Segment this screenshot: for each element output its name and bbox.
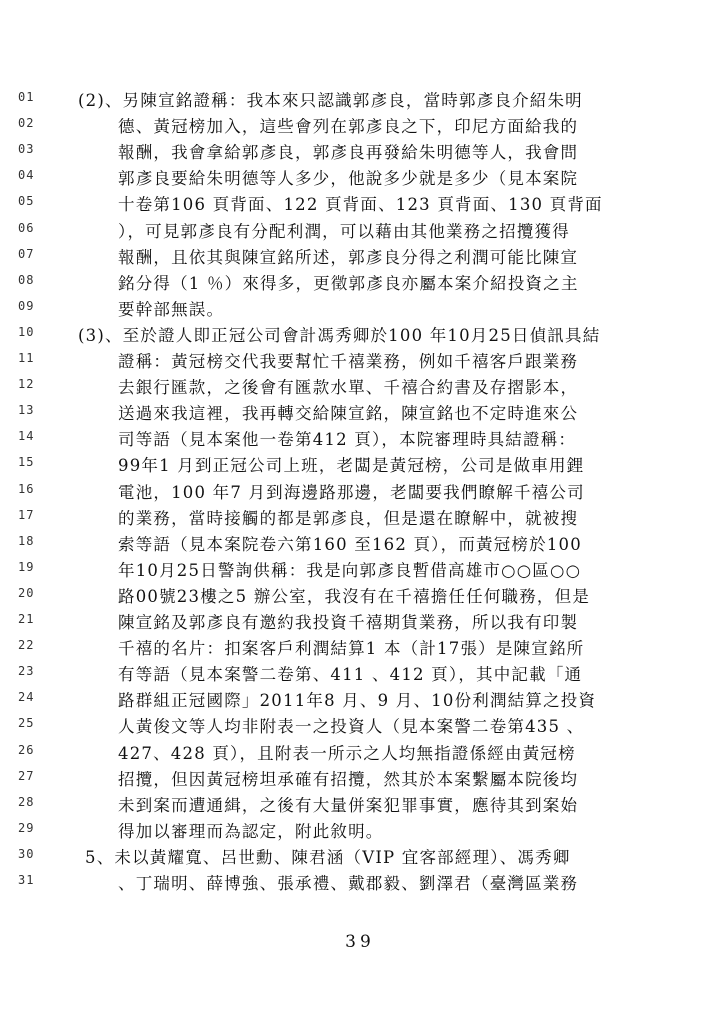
line-text: 銘分得（1 ％）來得多，更徵郭彥良亦屬本案介紹投資之主	[118, 273, 579, 293]
line-number: 07	[18, 246, 35, 261]
text-line	[0, 662, 720, 688]
line-text: 司等語（見本案他一卷第412 頁），本院審理時具結證稱：	[118, 430, 577, 450]
text-line	[0, 480, 720, 506]
line-number: 15	[18, 455, 35, 470]
line-text: (3)、至於證人即正冠公司會計馮秀卿於100 年10月25日偵訊具結	[78, 325, 601, 345]
line-number: 16	[18, 481, 35, 496]
line-text: 招攬，但因黃冠榜坦承確有招攬，然其於本案繫屬本院後均	[118, 769, 579, 789]
line-text: 路群組正冠國際」2011年8 月、9 月、10份利潤結算之投資	[118, 691, 597, 711]
line-number: 21	[18, 612, 35, 626]
line-number: 22	[18, 638, 35, 653]
text-line	[0, 636, 720, 662]
line-text: 要幹部無誤。	[118, 299, 225, 319]
text-line	[0, 401, 720, 427]
line-number: 14	[18, 429, 35, 444]
text-line	[0, 819, 720, 845]
line-text: 郭彥良要給朱明德等人多少，他說多少就是多少（見本案院	[118, 169, 579, 189]
text-line	[0, 584, 720, 610]
line-text: 5、未以黃耀寬、呂世勳、陳君涵（VIP 宜客部經理）、馮秀卿	[85, 847, 571, 867]
text-line	[0, 453, 720, 479]
text-line	[0, 271, 720, 297]
line-number: 13	[18, 403, 35, 418]
line-text: 陳宣銘及郭彥良有邀約我投資千禧期貨業務，所以我有印製	[118, 613, 579, 632]
line-number: 02	[18, 116, 35, 131]
line-number: 08	[18, 272, 35, 287]
line-number: 25	[18, 716, 35, 731]
line-text: ），可見郭彥良有分配利潤，可以藉由其他業務之招攬獲得	[118, 221, 570, 241]
page-number: 39	[345, 932, 375, 952]
line-number: 03	[18, 142, 35, 157]
text-line	[0, 427, 720, 453]
line-number: 23	[18, 664, 35, 679]
line-text: 有等語（見本案警二卷第、411 、412 頁），其中記載「通	[118, 665, 583, 685]
line-text: 送過來我這裡，我再轉交給陳宣銘，陳宣銘也不定時進來公	[118, 404, 579, 424]
text-line	[0, 323, 720, 349]
line-number: 30	[18, 846, 35, 861]
text-line	[0, 349, 720, 375]
line-text: 人黃俊文等人均非附表一之投資人（見本案警二卷第435 、	[118, 717, 585, 737]
text-line	[0, 558, 720, 584]
line-number: 27	[18, 768, 35, 783]
line-text: 427、428 頁），且附表一所示之人均無指證係經由黃冠榜	[118, 743, 576, 763]
line-text: 索等語（見本案院卷六第160 至162 頁），而黃冠榜於100	[118, 534, 582, 554]
text-line	[0, 741, 720, 767]
line-text: 得加以審理而為認定，附此敘明。	[118, 821, 384, 841]
line-text: 的業務，當時接觸的都是郭彥良，但是還在瞭解中，就被搜	[118, 508, 579, 528]
text-line	[0, 610, 720, 636]
line-number: 11	[18, 351, 35, 365]
line-number: 19	[18, 559, 35, 574]
text-line	[0, 166, 720, 192]
line-number: 28	[18, 794, 35, 809]
line-number: 12	[18, 377, 35, 392]
text-line	[0, 793, 720, 819]
line-text: 電池，100 年7 月到海邊路那邊，老闆要我們瞭解千禧公司	[118, 482, 585, 502]
text-line	[0, 375, 720, 401]
text-line	[0, 192, 720, 218]
line-text: 十卷第106 頁背面、122 頁背面、123 頁背面、130 頁背面	[118, 195, 603, 215]
text-line	[0, 767, 720, 793]
line-text: 、丁瑞明、薛博強、張承禮、戴郡毅、劉澤君（臺灣區業務	[118, 874, 579, 893]
line-number: 09	[18, 298, 35, 313]
line-text: 路00號23樓之5 辦公室，我沒有在千禧擔任任何職務，但是	[118, 586, 591, 606]
text-line	[0, 714, 720, 740]
line-text: 報酬，且依其與陳宣銘所述，郭彥良分得之利潤可能比陳宣	[118, 247, 579, 267]
line-text: 年10月25日警詢供稱：我是向郭彥良暫借高雄市○○區○○	[118, 560, 582, 580]
line-number: 26	[18, 742, 35, 757]
text-line	[0, 506, 720, 532]
line-text: 證稱：黃冠榜交代我要幫忙千禧業務，例如千禧客戶跟業務	[118, 352, 579, 371]
line-text: (2)、另陳宣銘證稱：我本來只認識郭彥良，當時郭彥良介紹朱明	[78, 91, 583, 110]
line-text: 去銀行匯款，之後會有匯款水單、千禧合約書及存摺影本，	[118, 378, 579, 398]
line-text: 未到案而遭通緝，之後有大量併案犯罪事實，應待其到案始	[118, 795, 579, 815]
line-number: 17	[18, 507, 35, 522]
line-text: 千禧的名片：扣案客戶利潤結算1 本（計17張）是陳宣銘所	[118, 639, 585, 659]
text-line	[0, 245, 720, 271]
text-line	[0, 219, 720, 245]
line-text: 德、黃冠榜加入，這些會列在郭彥良之下，印尼方面給我的	[118, 117, 579, 137]
line-number: 04	[18, 168, 35, 183]
line-text: 99年1 月到正冠公司上班，老闆是黃冠榜，公司是做車用鋰	[118, 456, 585, 476]
text-line	[0, 114, 720, 140]
line-number: 01	[18, 90, 35, 104]
line-number: 24	[18, 690, 35, 705]
line-number: 06	[18, 220, 35, 235]
line-number: 05	[18, 194, 35, 209]
line-number: 18	[18, 533, 35, 548]
text-line	[0, 845, 720, 871]
line-number: 20	[18, 585, 35, 600]
text-line	[0, 297, 720, 323]
text-line	[0, 532, 720, 558]
text-line	[0, 688, 720, 714]
line-number: 31	[18, 873, 35, 887]
text-line	[0, 871, 720, 897]
text-line	[0, 88, 720, 114]
line-text: 報酬，我會拿給郭彥良，郭彥良再發給朱明德等人，我會問	[118, 143, 579, 163]
text-line	[0, 140, 720, 166]
line-number: 10	[18, 324, 35, 339]
line-number: 29	[18, 820, 35, 835]
